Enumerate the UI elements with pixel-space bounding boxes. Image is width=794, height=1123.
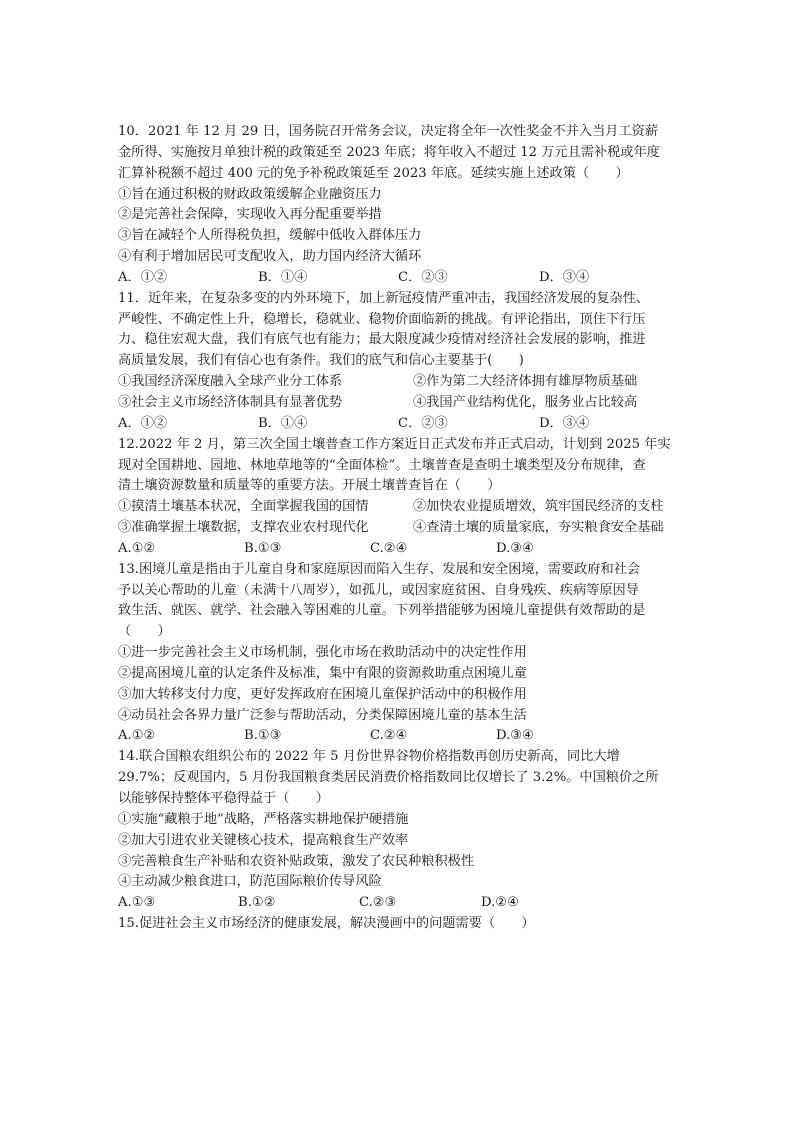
option-b: B.①③ [244,728,282,744]
option-a: A.①② [118,728,156,744]
question-stem-line: 13.困境儿童是指由于儿童自身和家庭原因而陷入生存、发展和安全困境，需要政府和社会 [118,561,641,577]
question-15 [118,914,678,935]
option-b: B.①② [238,895,276,911]
statement-item: ①实施“藏粮于地”战略，严格落实耕地保护硬措施 [118,811,409,827]
question-stem-line: 12.2022 年 2 月，第三次全国土壤普查工作方案近日正式发布并正式启动，计划到 2025 年实 [118,436,671,452]
question-stem-line: 致生活、就医、就学、社会融入等困难的儿童。下列举措能够为困境儿童提供有效帮助的是 [118,603,646,619]
statement-pair [118,497,678,518]
statement-item: ②作为第二大经济体拥有雄厚物质基础 [413,374,638,390]
statement-item: ③社会主义市场经济体制具有显著优势 [118,394,343,410]
question-stem-line: 15.促进社会主义市场经济的健康发展，解决漫画中的问题需要（ ） [118,916,535,932]
question-stem-line: 金所得、实施按月单独计税的政策延至 2023 年底；将年收入不超过 12 万元且需补税或年度 [118,144,660,160]
question-stem-line: 清土壤资源数量和质量等的重要方法。开展土壤普查旨在（ ） [118,478,501,494]
question-stem-line: （ ） [118,624,171,640]
question-stem-line: 严峻性、不确定性上升，稳增长，稳就业、稳物价面临新的挑战。有评论指出，顶住下行压 [118,311,646,327]
statement-item: ②加快农业提质增效，筑牢国民经济的支柱 [413,499,664,515]
question-stem-line: 予以关心帮助的儿童（未满十八周岁），如孤儿，或因家庭贫困、自身残疾、疾病等原因导 [118,582,639,598]
question-stem-line: 高质量发展，我们有信心也有条件。我们的底气和信心主要基于( ) [118,353,524,369]
answer-options [118,268,678,289]
statement-item: ②提高困境儿童的认定条件及标准，集中有限的资源救助重点困境儿童 [118,665,527,681]
statement-item: ②加大引进农业关键核心技术，提高粮食生产效率 [118,832,409,848]
statement-item: ①进一步完善社会主义市场机制，强化市场在救助活动中的决定性作用 [118,645,527,661]
statement-item: ④主动减少粮食进口，防范国际粮价传导风险 [118,874,382,890]
statement-item: ④查清土壤的质量家底，夯实粮食安全基础 [413,520,664,536]
answer-options [118,726,678,747]
option-c: C．②③ [398,269,448,285]
question-stem-line: 10．2021 年 12 月 29 日，国务院召开常务会议，决定将全年一次性奖金不并入当月工资薪 [118,124,659,139]
question-10 [118,122,678,289]
statement-item: ②是完善社会保障，实现收入再分配重要举措 [118,207,382,223]
statement-item: ③完善粮食生产补贴和农资补贴政策，激发了农民种粮积极性 [118,853,475,869]
answer-options [118,414,678,435]
option-a: A．①② [118,269,168,285]
question-stem-line: 现对全国耕地、园地、林地草地等的“全面体检”。土壤普查是查明土壤类型及分布规律，查 [118,457,646,473]
answer-options [118,893,678,914]
option-a: A.①③ [118,895,156,911]
statement-item: ③准确掌握土壤数据，支撑农业农村现代化 [118,520,369,536]
statement-item: ④有利于增加居民可支配收入，助力国内经济大循环 [118,249,422,265]
question-stem-line: 11．近年来，在复杂多变的内外环境下，加上新冠疫情严重冲击，我国经济发展的复杂性、 [118,290,650,306]
question-13 [118,560,678,748]
option-c: C．②③ [398,415,448,431]
statement-item: ①旨在通过积极的财政政策缓解企业融资压力 [118,186,382,202]
answer-options [118,539,678,560]
question-stem-line: 汇算补税额不超过 400 元的免予补税政策延至 2023 年底。延续实施上述政策（ ） [118,165,629,181]
option-b: B．①④ [258,269,308,285]
statement-pair [118,518,678,539]
question-stem-line: 以能够保持整体平稳得益于（ ） [118,791,329,806]
statement-pair [118,372,678,393]
option-d: D.②④ [481,895,519,911]
option-c: C.②④ [370,540,408,556]
option-b: B．①④ [258,415,308,431]
statement-item: ①我国经济深度融入全球产业分工体系 [118,374,343,390]
statement-pair [118,393,678,414]
statement-item: ③旨在减轻个人所得税负担，缓解中低收入群体压力 [118,228,422,244]
statement-item: ①摸清土壤基本状况，全面掌握我国的国情 [118,499,369,515]
option-c: C.②③ [359,895,397,911]
option-d: D．③④ [539,415,590,431]
question-14 [118,747,678,914]
question-stem-line: 力、稳住宏观大盘，我们有底气也有能力；最大限度减少疫情对经济社会发展的影响，推进 [118,332,646,348]
question-stem-line: 14.联合国粮农组织公布的 2022 年 5 月份世界谷物价格指数再创历史新高，同比大增 [118,749,620,765]
statement-item: ④我国产业结构优化，服务业占比较高 [413,394,638,410]
question-stem-line: 29.7%；反观国内，5 月份我国粮食类居民消费价格指数同比仅增长了 3.2%。中国粮价之所 [118,770,659,786]
option-d: D．③④ [539,269,590,285]
option-a: A.①② [118,540,156,556]
option-a: A．①② [118,415,168,431]
option-c: C.②④ [370,728,408,744]
question-12 [118,435,678,560]
question-11 [118,289,678,435]
statement-item: ③加大转移支付力度，更好发挥政府在困境儿童保护活动中的积极作用 [118,686,527,702]
option-b: B.①③ [244,540,282,556]
option-d: D.③④ [496,540,534,556]
statement-item: ④动员社会各界力量广泛参与帮助活动，分类保障困境儿童的基本生活 [118,707,527,723]
exam-page [118,122,678,935]
option-d: D.③④ [496,728,534,744]
